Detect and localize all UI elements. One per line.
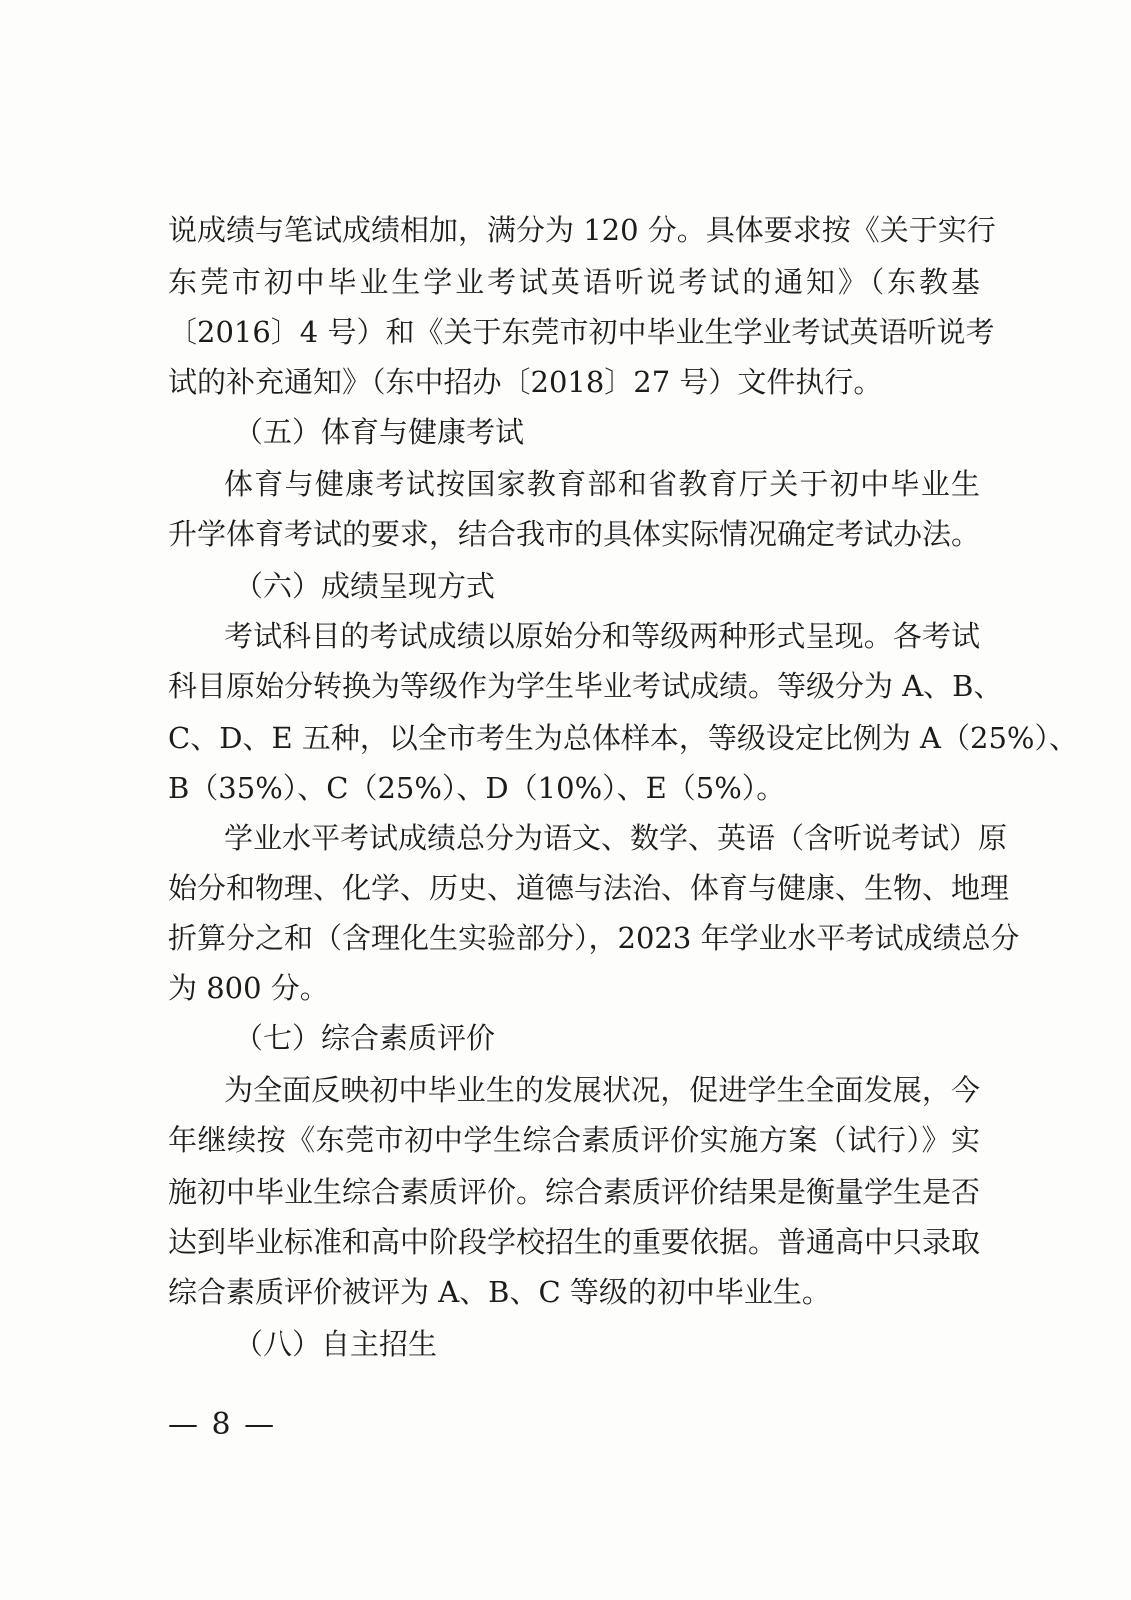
body-line-14: 始分和物理、化学、历史、道德与法治、体育与健康、生物、地理 bbox=[168, 871, 1010, 905]
body-line-21: 达到毕业标准和高中阶段学校招生的重要依据。普通高中只录取 bbox=[168, 1225, 981, 1259]
body-line-9: 考试科目的考试成绩以原始分和等级两种形式呈现。各考试 bbox=[224, 619, 980, 653]
body-line-13: 学业水平考试成绩总分为语文、数学、英语（含听说考试）原 bbox=[224, 821, 1008, 855]
body-line-15: 折算分之和（含理化生实验部分），2023 年学业水平考试成绩总分 bbox=[168, 921, 1020, 955]
body-line-10: 科目原始分转换为等级作为学生毕业考试成绩。等级分为 A、B、 bbox=[168, 669, 1003, 703]
body-line-18: 为全面反映初中毕业生的发展状况，促进学生全面发展，今 bbox=[224, 1073, 980, 1107]
body-line-22: 综合素质评价被评为 A、B、C 等级的初中毕业生。 bbox=[168, 1275, 831, 1309]
section-heading-8: （八）自主招生 bbox=[234, 1327, 438, 1361]
body-line-16: 为 800 分。 bbox=[168, 971, 329, 1005]
body-line-3: 〔2016〕4 号）和《关于东莞市初中毕业生学业考试英语听说考 bbox=[168, 315, 995, 349]
section-heading-5: （五）体育与健康考试 bbox=[234, 415, 525, 449]
body-line-11: C、D、E 五种，以全市考生为总体样本，等级设定比例为 A（25%）、 bbox=[168, 721, 1078, 755]
section-heading-6: （六）成绩呈现方式 bbox=[234, 569, 496, 603]
body-line-19: 年继续按《东莞市初中学生综合素质评价实施方案（试行）》实 bbox=[168, 1123, 980, 1157]
section-heading-7: （七）综合素质评价 bbox=[234, 1021, 496, 1055]
body-line-7: 升学体育考试的要求，结合我市的具体实际情况确定考试办法。 bbox=[168, 517, 981, 551]
body-line-20: 施初中毕业生综合素质评价。综合素质评价结果是衡量学生是否 bbox=[168, 1175, 981, 1209]
body-line-2: 东莞市初中毕业生学业考试英语听说考试的通知》（东教基 bbox=[168, 265, 980, 299]
body-line-12: B（35%）、C（25%）、D（10%）、E（5%）。 bbox=[168, 771, 786, 805]
page-number: — 8 — bbox=[168, 1407, 277, 1442]
body-line-4: 试的补充通知》（东中招办〔2018〕27 号）文件执行。 bbox=[168, 365, 883, 399]
body-line-6: 体育与健康考试按国家教育部和省教育厅关于初中毕业生 bbox=[224, 467, 980, 501]
body-line-1: 说成绩与笔试成绩相加，满分为 120 分。具体要求按《关于实行 bbox=[168, 213, 996, 247]
